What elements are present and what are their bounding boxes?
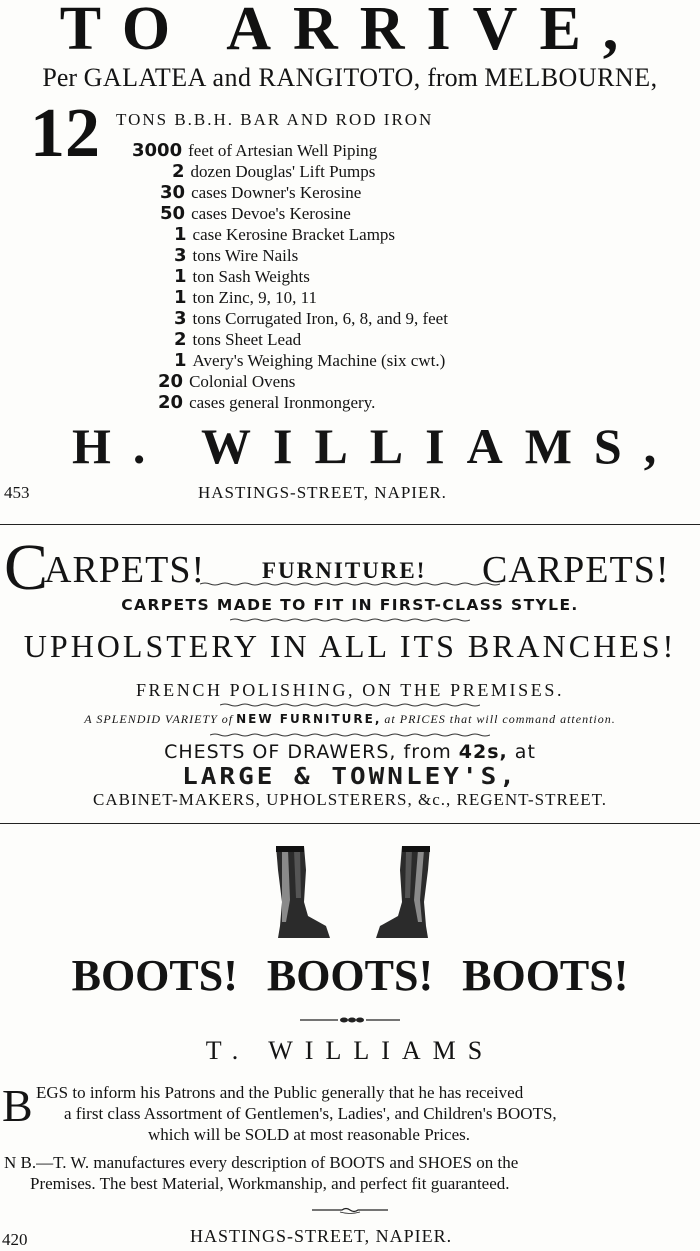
ornament-divider	[300, 1016, 400, 1024]
list-item: 3000 feet of Artesian Well Piping	[132, 140, 378, 161]
ad-number: 453	[4, 483, 30, 502]
merchant-name: T. WILLIAMS	[205, 1036, 495, 1065]
list-item: 1 ton Zinc, 9, 10, 11	[174, 287, 318, 308]
ad-line: FRENCH POLISHING, ON THE PREMISES.	[135, 680, 565, 700]
lead-item: TONS B.B.H. BAR AND ROD IRON	[116, 110, 434, 129]
list-item: 3 tons Wire Nails	[174, 245, 299, 266]
merchant-address: HASTINGS-STREET, NAPIER.	[198, 483, 447, 502]
ad-line: CHESTS OF DRAWERS, from 42s, at	[164, 741, 536, 763]
list-item: 20 Colonial Ovens	[158, 371, 296, 392]
column-rule	[0, 524, 700, 525]
ad-line: A SPLENDID VARIETY of NEW FURNITURE, at PRICES that will command attention.	[84, 712, 616, 726]
merchant-name: H. WILLIAMS,	[72, 418, 679, 474]
subtitle-ships: GALATEA and RANGITOTO,	[83, 63, 421, 92]
list-item: 2 dozen Douglas' Lift Pumps	[172, 161, 376, 182]
list-item: 50 cases Devoe's Kerosine	[160, 203, 351, 224]
subtitle-city: MELBOURNE,	[484, 63, 658, 92]
body-line: Premises. The best Material, Workmanship, and perfect fit guaranteed.	[30, 1174, 510, 1193]
list-item: 3 tons Corrugated Iron, 6, 8, and 9, feet	[174, 308, 448, 329]
list-item: 1 ton Sash Weights	[174, 266, 310, 287]
firm-name: LARGE & TOWNLEY'S,	[182, 763, 518, 791]
ad-title: TO ARRIVE,	[59, 0, 641, 63]
list-item: 2 tons Sheet Lead	[174, 329, 302, 350]
wavy-rule	[200, 582, 500, 586]
drop-cap: B	[2, 1080, 33, 1131]
headline-word: ARPETS!	[44, 549, 206, 591]
list-item: 20 cases general Ironmongery.	[158, 392, 376, 413]
ad-headline	[0, 531, 700, 604]
body-line: which will be SOLD at most reasonable Prices.	[148, 1125, 470, 1144]
drop-cap: C	[4, 531, 49, 604]
wavy-rule	[230, 618, 470, 622]
column-rule	[0, 823, 700, 824]
headline-word: FURNITURE!	[262, 558, 427, 583]
body-line: N B.—T. W. manufactures every description of BOOTS and SHOES on the	[4, 1153, 519, 1172]
list-item: 1 Avery's Weighing Machine (six cwt.)	[174, 350, 446, 371]
right-boot-icon	[376, 846, 430, 938]
body-line: a first class Assortment of Gentlemen's, Ladies', and Children's BOOTS,	[64, 1104, 557, 1123]
merchant-address: HASTINGS-STREET, NAPIER.	[190, 1226, 453, 1246]
ad-headline: BOOTS! BOOTS! BOOTS!	[71, 951, 629, 1000]
wavy-rule	[210, 733, 490, 737]
lead-quantity: 12	[30, 95, 100, 172]
headline-word: CARPETS!	[482, 549, 670, 591]
ad-subtitle	[0, 62, 700, 94]
wavy-rule	[220, 703, 480, 707]
subtitle-prefix: Per	[42, 63, 78, 92]
left-boot-icon	[276, 846, 330, 938]
ad-line: UPHOLSTERY IN ALL ITS BRANCHES!	[23, 628, 677, 664]
body-line: EGS to inform his Patrons and the Public generally that he has received	[36, 1083, 524, 1102]
list-item: 30 cases Downer's Kerosine	[160, 182, 362, 203]
list-item: 1 case Kerosine Bracket Lamps	[174, 224, 396, 245]
subtitle-from: from	[427, 63, 478, 92]
firm-description: CABINET-MAKERS, UPHOLSTERERS, &c., REGENT-STREET.	[92, 790, 607, 809]
ad-number: 420	[2, 1230, 28, 1249]
boots-illustration	[268, 842, 438, 942]
ornament-divider	[312, 1206, 388, 1214]
ad-line: CARPETS MADE TO FIT IN FIRST-CLASS STYLE.	[121, 596, 579, 614]
